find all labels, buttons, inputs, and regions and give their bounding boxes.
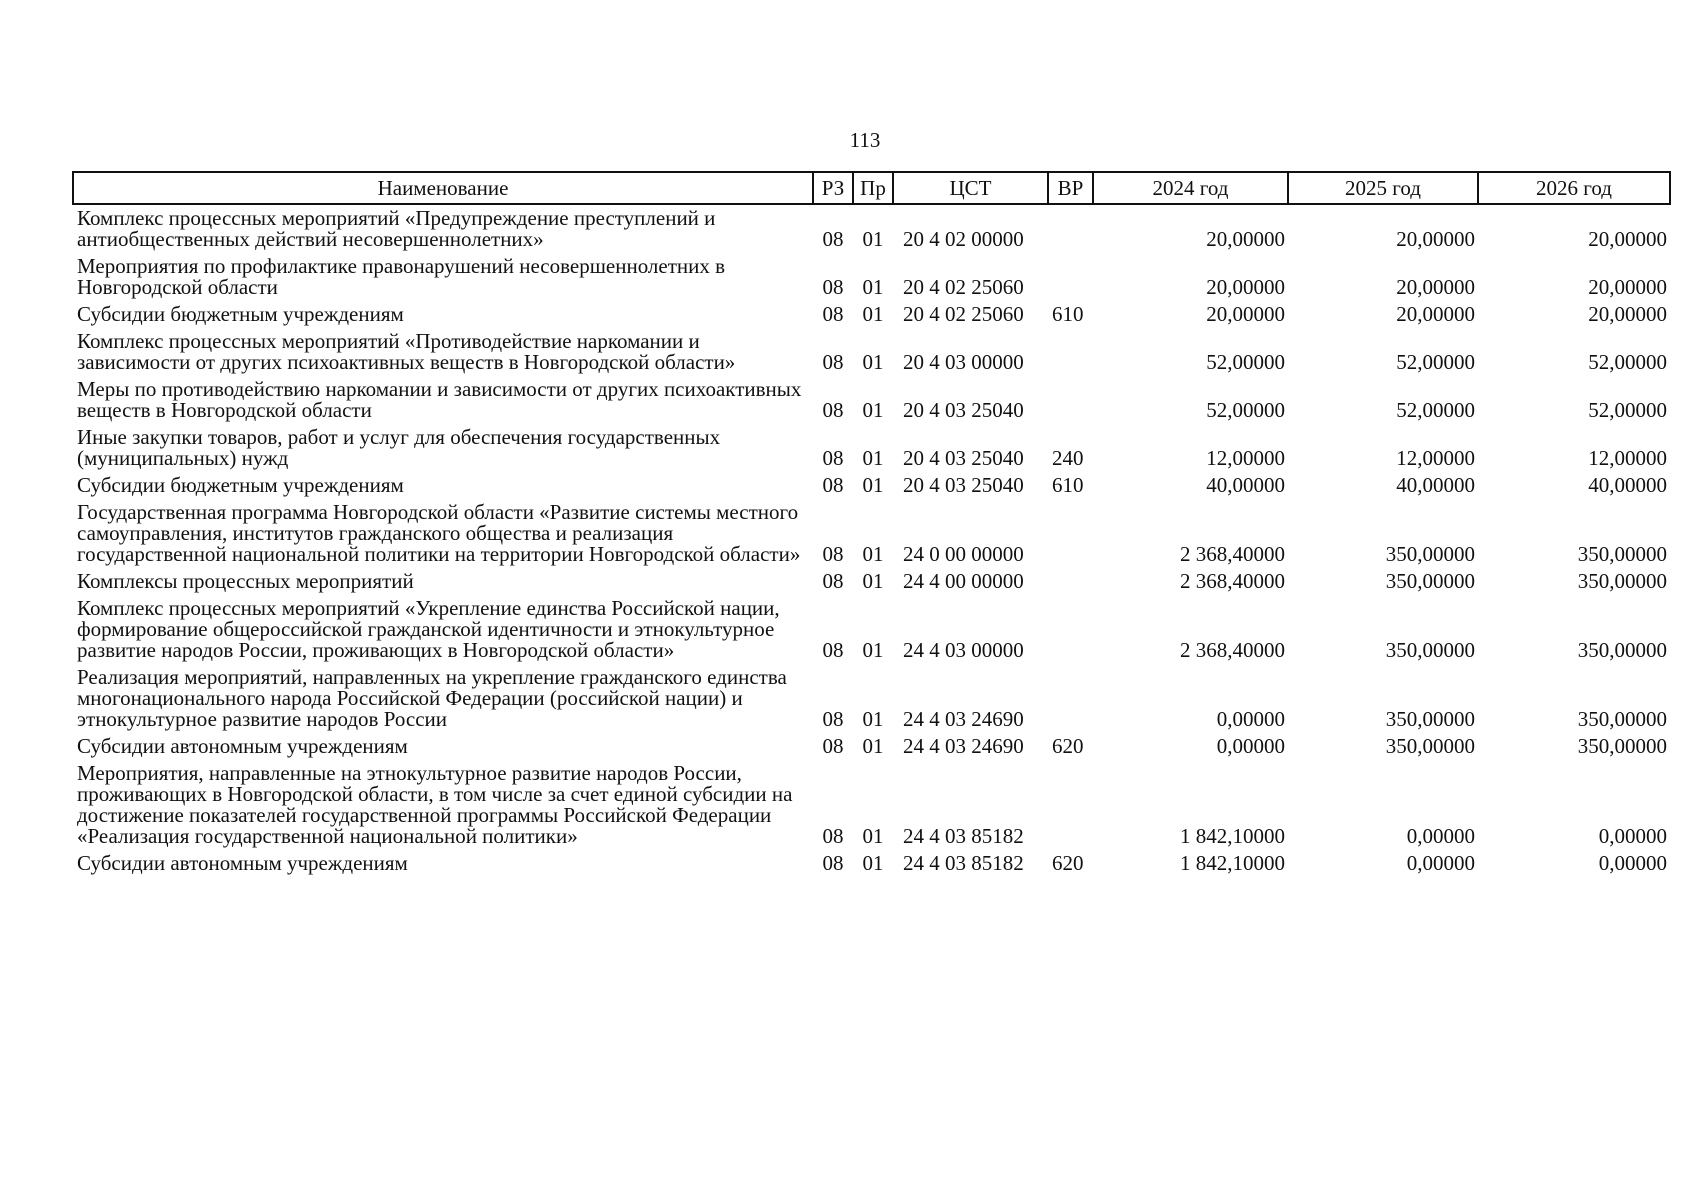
cell-2026: 0,00000 — [1598, 851, 1667, 875]
cell-rz: 08 — [822, 446, 844, 470]
cell-pr: 01 — [862, 824, 884, 848]
cell-2024: 1 842,10000 — [1180, 851, 1285, 875]
cell-name: Субсидии бюджетным учреждениям — [77, 302, 404, 326]
cell-pr: 01 — [862, 446, 884, 470]
table-row — [73, 301, 1670, 328]
cell-vr — [1048, 204, 1093, 253]
cell-2024: 52,00000 — [1206, 398, 1285, 422]
cell-rz: 08 — [822, 398, 844, 422]
cell-rz: 08 — [822, 851, 844, 875]
header-pr: Пр — [853, 172, 893, 204]
header-vr: ВР — [1048, 172, 1093, 204]
cell-name: Мероприятия по профилактике правонарушений несовершеннолетних в Новгородской области — [77, 254, 726, 299]
cell-cst: 24 4 03 85182 — [903, 824, 1024, 848]
header-name: Наименование — [73, 172, 813, 204]
table-row — [73, 568, 1670, 595]
cell-rz: 08 — [822, 350, 844, 374]
budget-table — [72, 171, 1671, 877]
cell-2025: 20,00000 — [1396, 227, 1475, 251]
cell-vr — [1048, 499, 1093, 568]
cell-2024: 0,00000 — [1216, 707, 1285, 731]
cell-rz: 08 — [822, 707, 844, 731]
cell-name: Субсидии бюджетным учреждениям — [77, 473, 404, 497]
cell-pr: 01 — [862, 734, 884, 758]
cell-pr: 01 — [862, 473, 884, 497]
cell-2026: 52,00000 — [1588, 350, 1667, 374]
cell-cst: 20 4 02 25060 — [903, 275, 1024, 299]
cell-2024: 2 368,40000 — [1180, 542, 1285, 566]
cell-name: Комплекс процессных мероприятий «Противодействие наркомании и зависимости от других психоактивных веществ в Новгородской области» — [77, 329, 736, 374]
cell-rz: 08 — [822, 227, 844, 251]
cell-2025: 350,00000 — [1385, 734, 1475, 758]
cell-2026: 40,00000 — [1588, 473, 1667, 497]
cell-vr — [1048, 376, 1093, 424]
cell-2026: 350,00000 — [1577, 638, 1667, 662]
cell-name: Меры по противодействию наркомании и зависимости от других психоактивных веществ в Новгородской области — [77, 377, 802, 422]
cell-2024: 20,00000 — [1206, 227, 1285, 251]
cell-rz: 08 — [822, 302, 844, 326]
cell-cst: 24 4 03 85182 — [903, 851, 1024, 875]
cell-pr: 01 — [862, 851, 884, 875]
cell-2024: 12,00000 — [1206, 446, 1285, 470]
cell-name: Субсидии автономным учреждениям — [77, 734, 408, 758]
cell-pr: 01 — [862, 227, 884, 251]
cell-cst: 24 4 00 00000 — [903, 569, 1024, 593]
table-row — [73, 424, 1670, 472]
table-row — [73, 499, 1670, 568]
table-row — [73, 204, 1670, 253]
cell-2026: 350,00000 — [1577, 569, 1667, 593]
cell-vr — [1048, 760, 1093, 850]
cell-pr: 01 — [862, 542, 884, 566]
cell-pr: 01 — [862, 569, 884, 593]
cell-2025: 12,00000 — [1396, 446, 1475, 470]
cell-rz: 08 — [822, 734, 844, 758]
cell-vr — [1048, 664, 1093, 733]
table-row — [73, 850, 1670, 877]
cell-vr: 620 — [1052, 851, 1084, 875]
header-2024: 2024 год — [1093, 172, 1288, 204]
cell-name: Государственная программа Новгородской области «Развитие системы местного самоуправления, институтов гражданского общества и реализация государственной национальной политики на территории Новгородской области» — [77, 500, 801, 566]
cell-2025: 350,00000 — [1385, 638, 1475, 662]
table-row — [73, 376, 1670, 424]
cell-2025: 20,00000 — [1396, 302, 1475, 326]
cell-pr: 01 — [862, 350, 884, 374]
cell-pr: 01 — [862, 275, 884, 299]
cell-2024: 2 368,40000 — [1180, 569, 1285, 593]
cell-2024: 2 368,40000 — [1180, 638, 1285, 662]
cell-2025: 0,00000 — [1406, 824, 1475, 848]
cell-name: Комплексы процессных мероприятий — [77, 569, 414, 593]
cell-2025: 52,00000 — [1396, 350, 1475, 374]
cell-cst: 20 4 03 25040 — [903, 398, 1024, 422]
cell-name: Мероприятия, направленные на этнокультурное развитие народов России, проживающих в Новгородской области, в том числе за счет единой субсидии на достижение показателей государственной программы Российской Федерации «Реализация государственной национальной политики» — [77, 761, 793, 848]
cell-2025: 350,00000 — [1385, 569, 1475, 593]
cell-cst: 20 4 03 25040 — [903, 473, 1024, 497]
cell-2026: 20,00000 — [1588, 227, 1667, 251]
cell-2026: 12,00000 — [1588, 446, 1667, 470]
table-row — [73, 328, 1670, 376]
table-row — [73, 472, 1670, 499]
cell-2026: 52,00000 — [1588, 398, 1667, 422]
cell-cst: 20 4 02 25060 — [903, 302, 1024, 326]
cell-vr — [1048, 328, 1093, 376]
cell-cst: 24 0 00 00000 — [903, 542, 1024, 566]
cell-2025: 350,00000 — [1385, 707, 1475, 731]
cell-2024: 20,00000 — [1206, 302, 1285, 326]
cell-2026: 350,00000 — [1577, 707, 1667, 731]
table-body — [73, 204, 1670, 877]
cell-2024: 1 842,10000 — [1180, 824, 1285, 848]
cell-pr: 01 — [862, 638, 884, 662]
cell-rz: 08 — [822, 824, 844, 848]
cell-2025: 20,00000 — [1396, 275, 1475, 299]
cell-2026: 350,00000 — [1577, 734, 1667, 758]
cell-2025: 350,00000 — [1385, 542, 1475, 566]
cell-vr — [1048, 568, 1093, 595]
cell-2024: 0,00000 — [1216, 734, 1285, 758]
cell-2025: 0,00000 — [1406, 851, 1475, 875]
cell-rz: 08 — [822, 569, 844, 593]
header-2025: 2025 год — [1288, 172, 1478, 204]
table-header-row — [73, 172, 1670, 204]
cell-cst: 24 4 03 24690 — [903, 734, 1024, 758]
cell-vr: 620 — [1052, 734, 1084, 758]
cell-cst: 24 4 03 24690 — [903, 707, 1024, 731]
cell-2025: 52,00000 — [1396, 398, 1475, 422]
cell-2024: 52,00000 — [1206, 350, 1285, 374]
cell-2024: 40,00000 — [1206, 473, 1285, 497]
cell-2026: 0,00000 — [1598, 824, 1667, 848]
cell-vr: 610 — [1052, 302, 1084, 326]
table-row — [73, 253, 1670, 301]
table-row — [73, 760, 1670, 850]
cell-name: Реализация мероприятий, направленных на укрепление гражданского единства многонационального народа Российской Федерации (российской нации) и этнокультурное развитие народов России — [77, 665, 787, 731]
table-row — [73, 733, 1670, 760]
cell-2026: 20,00000 — [1588, 302, 1667, 326]
header-cst: ЦСТ — [893, 172, 1048, 204]
cell-2026: 350,00000 — [1577, 542, 1667, 566]
cell-name: Комплекс процессных мероприятий «Укрепление единства Российской нации, формирование общероссийской гражданской идентичности и этнокультурное развитие народов России, проживающих в Новгородской области» — [77, 596, 780, 662]
header-2026: 2026 год — [1478, 172, 1670, 204]
cell-name: Комплекс процессных мероприятий «Предупреждение преступлений и антиобщественных действий несовершеннолетних» — [77, 206, 716, 251]
cell-2026: 20,00000 — [1588, 275, 1667, 299]
cell-cst: 20 4 02 00000 — [903, 227, 1024, 251]
cell-cst: 24 4 03 00000 — [903, 638, 1024, 662]
cell-vr: 610 — [1052, 473, 1084, 497]
cell-pr: 01 — [862, 707, 884, 731]
page-number: 113 — [849, 128, 881, 152]
cell-pr: 01 — [862, 398, 884, 422]
header-rz: РЗ — [813, 172, 853, 204]
cell-2024: 20,00000 — [1206, 275, 1285, 299]
cell-vr — [1048, 595, 1093, 664]
cell-rz: 08 — [822, 275, 844, 299]
cell-2025: 40,00000 — [1396, 473, 1475, 497]
cell-rz: 08 — [822, 638, 844, 662]
table-row — [73, 664, 1670, 733]
cell-cst: 20 4 03 25040 — [903, 446, 1024, 470]
cell-rz: 08 — [822, 542, 844, 566]
cell-name: Субсидии автономным учреждениям — [77, 851, 408, 875]
table-row — [73, 595, 1670, 664]
cell-rz: 08 — [822, 473, 844, 497]
cell-name: Иные закупки товаров, работ и услуг для обеспечения государственных (муниципальных) нужд — [77, 425, 721, 470]
cell-cst: 20 4 03 00000 — [903, 350, 1024, 374]
cell-vr — [1048, 253, 1093, 301]
cell-vr: 240 — [1052, 446, 1084, 470]
cell-pr: 01 — [862, 302, 884, 326]
